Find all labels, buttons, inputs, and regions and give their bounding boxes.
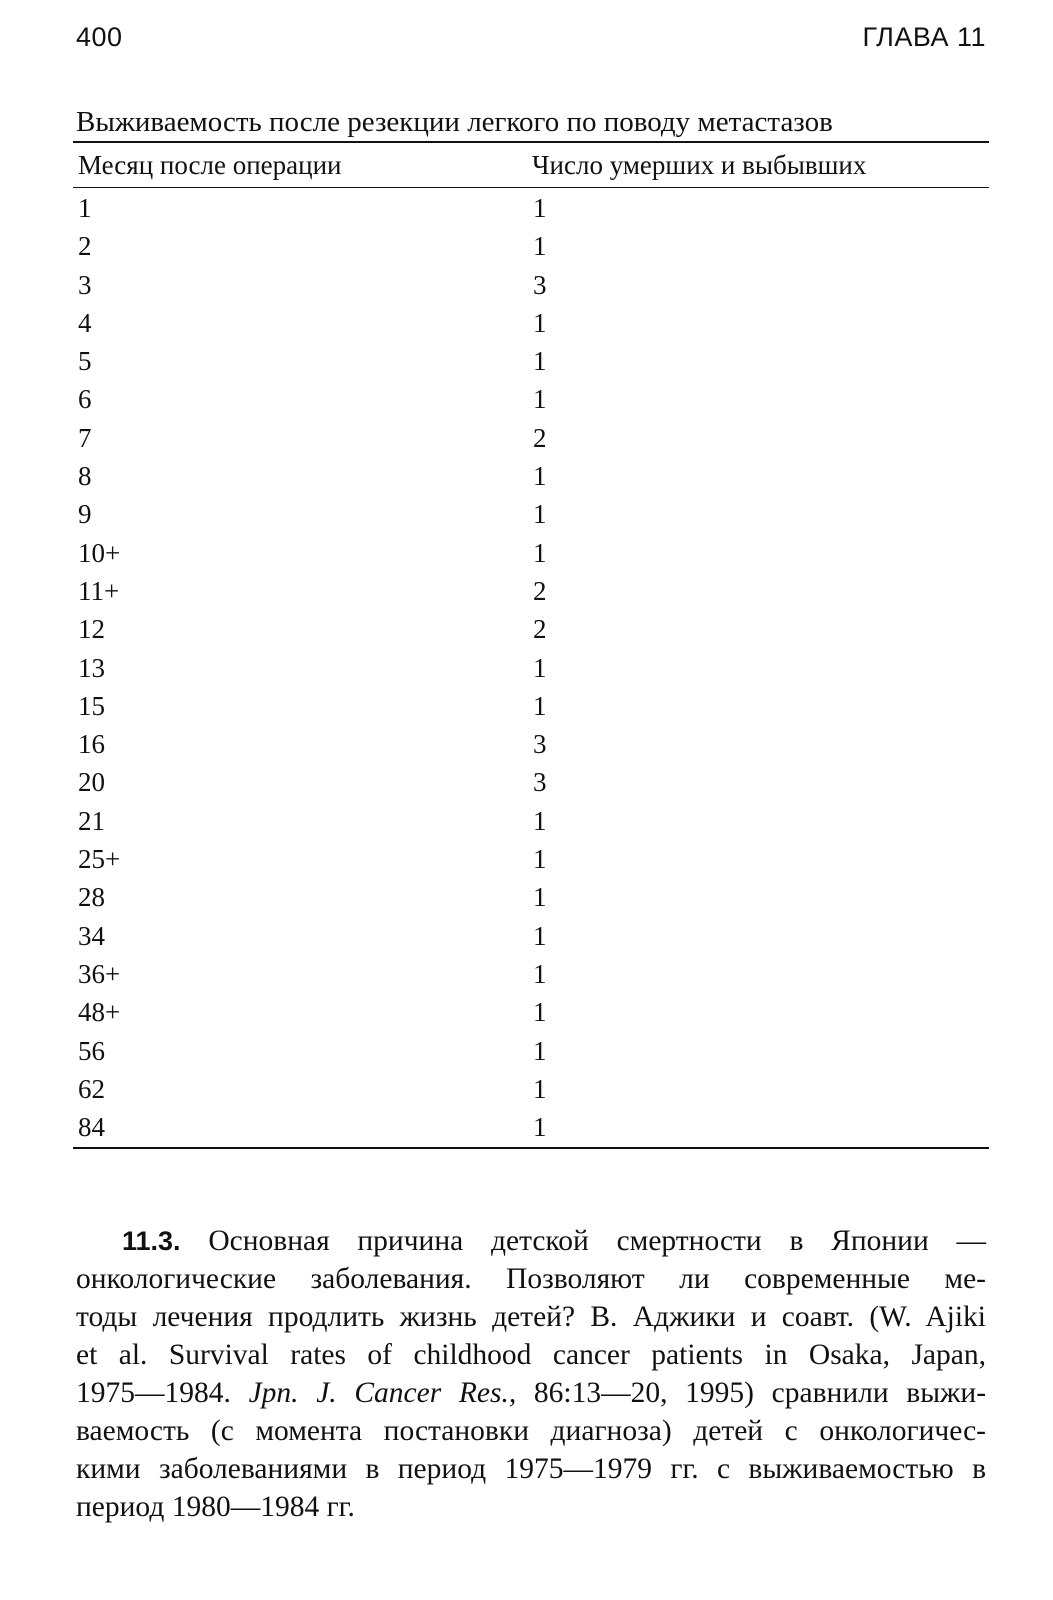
month-cell: 7 <box>78 422 92 453</box>
count-cell: 1 <box>533 1112 547 1143</box>
exercise-text: Основная причина детской смертности в Японии — <box>208 1225 986 1257</box>
page-number: 400 <box>76 22 123 52</box>
count-cell: 1 <box>533 997 547 1028</box>
count-cell: 1 <box>533 920 547 951</box>
month-cell: 10+ <box>78 537 121 568</box>
table-row <box>0 806 1053 844</box>
count-cell: 2 <box>533 575 547 606</box>
month-cell: 5 <box>78 346 92 377</box>
count-cell: 3 <box>533 767 547 798</box>
month-cell: 2 <box>78 231 92 262</box>
exercise-line <box>76 1222 986 1260</box>
table-row <box>0 308 1053 346</box>
table-row <box>0 499 1053 537</box>
table-top-rule <box>73 141 989 143</box>
table-row <box>0 844 1053 882</box>
month-cell: 56 <box>78 1035 105 1066</box>
table-row <box>0 346 1053 384</box>
exercise-line: период 1980—1984 гг. <box>76 1491 355 1523</box>
count-cell: 1 <box>533 231 547 262</box>
table-row <box>0 461 1053 499</box>
column-header-month: Месяц после операции <box>78 150 342 180</box>
table-row <box>0 270 1053 308</box>
count-cell: 1 <box>533 307 547 338</box>
month-cell: 16 <box>78 729 105 760</box>
chapter-title: ГЛАВА 11 <box>862 22 986 52</box>
exercise-paragraph <box>76 1222 986 1526</box>
exercise-text: сравнили выжи- <box>771 1377 987 1409</box>
exercise-line: кими заболеваниями в период 1975—1979 гг. с выживаемостью в <box>76 1453 986 1485</box>
table-row <box>0 882 1053 920</box>
count-cell: 1 <box>533 882 547 913</box>
exercise-line: ваемость (с момента постановки диагноза) детей с онкологичес- <box>76 1415 986 1447</box>
month-cell: 21 <box>78 805 105 836</box>
month-cell: 34 <box>78 920 105 951</box>
table-bottom-rule <box>73 1147 989 1149</box>
exercise-line: онкологические заболевания. Позволяют ли современные ме- <box>76 1263 986 1295</box>
table-row <box>0 423 1053 461</box>
table-body <box>0 193 1053 1150</box>
table-row <box>0 653 1053 691</box>
table-row <box>0 1112 1053 1150</box>
citation-details: 86:13—20, 1995) <box>533 1377 754 1409</box>
table-row <box>0 614 1053 652</box>
count-cell: 1 <box>533 193 547 223</box>
count-cell: 1 <box>533 1073 547 1104</box>
month-cell: 12 <box>78 614 105 645</box>
count-cell: 1 <box>533 805 547 836</box>
journal-name: Jpn. J. Cancer Res., <box>248 1377 517 1409</box>
month-cell: 48+ <box>78 997 121 1028</box>
month-cell: 28 <box>78 882 105 913</box>
count-cell: 1 <box>533 461 547 492</box>
table-row <box>0 193 1053 231</box>
month-cell: 62 <box>78 1073 105 1104</box>
table-row <box>0 921 1053 959</box>
count-cell: 2 <box>533 422 547 453</box>
count-cell: 1 <box>533 537 547 568</box>
exercise-text: 1975—1984. <box>76 1377 231 1409</box>
table-row <box>0 997 1053 1035</box>
month-cell: 84 <box>78 1112 105 1143</box>
month-cell: 13 <box>78 652 105 683</box>
table-header-rule <box>73 187 989 188</box>
month-cell: 25+ <box>78 844 121 875</box>
month-cell: 9 <box>78 499 92 530</box>
table-row <box>0 231 1053 269</box>
month-cell: 20 <box>78 767 105 798</box>
count-cell: 3 <box>533 729 547 760</box>
month-cell: 6 <box>78 384 92 415</box>
month-cell: 4 <box>78 307 92 338</box>
month-cell: 3 <box>78 269 92 300</box>
month-cell: 36+ <box>78 958 121 989</box>
exercise-line <box>76 1374 986 1412</box>
table-row <box>0 691 1053 729</box>
count-cell: 2 <box>533 614 547 645</box>
count-cell: 1 <box>533 958 547 989</box>
running-head <box>76 22 986 62</box>
table-row <box>0 767 1053 805</box>
table-title: Выживаемость после резекции легкого по поводу метастазов <box>76 106 833 138</box>
exercise-number: 11.3. <box>122 1226 181 1256</box>
table-row <box>0 1074 1053 1112</box>
count-cell: 1 <box>533 499 547 530</box>
table-row <box>0 576 1053 614</box>
count-cell: 1 <box>533 1035 547 1066</box>
month-cell: 11+ <box>78 575 120 606</box>
count-cell: 1 <box>533 652 547 683</box>
count-cell: 1 <box>533 346 547 377</box>
month-cell: 8 <box>78 461 92 492</box>
count-cell: 1 <box>533 384 547 415</box>
month-cell: 1 <box>78 193 92 223</box>
column-header-deaths: Число умерших и выбывших <box>532 150 867 180</box>
table-row <box>0 384 1053 422</box>
table-row <box>0 538 1053 576</box>
month-cell: 15 <box>78 690 105 721</box>
table-row <box>0 959 1053 997</box>
count-cell: 1 <box>533 690 547 721</box>
count-cell: 1 <box>533 844 547 875</box>
exercise-line: et al. Survival rates of childhood cancer patients in Osaka, Japan, <box>76 1339 986 1371</box>
table-row <box>0 729 1053 767</box>
table-row <box>0 1036 1053 1074</box>
count-cell: 3 <box>533 269 547 300</box>
exercise-line: тоды лечения продлить жизнь детей? В. Аджики и соавт. (W. Ajiki <box>76 1301 986 1333</box>
